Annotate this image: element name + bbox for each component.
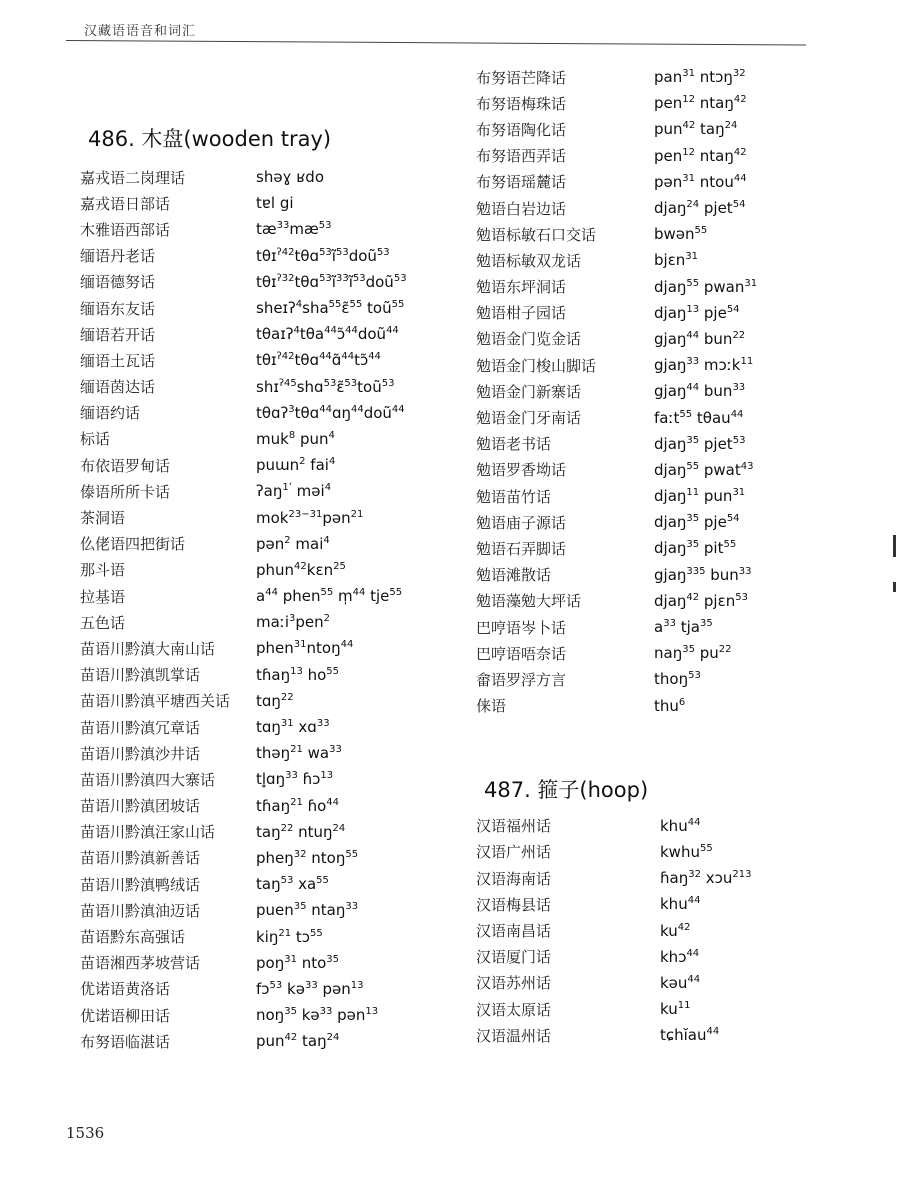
entry-row xyxy=(476,996,886,1022)
entry-language: 布努语瑶麓话 xyxy=(476,173,567,192)
entry-row xyxy=(80,662,470,688)
scan-edge-mark xyxy=(893,582,896,592)
entry-language: 布努语临湛话 xyxy=(80,1032,171,1051)
entry-row xyxy=(80,793,470,819)
entry-form: pen$^{12}$ ntaŋ$^{42}$ xyxy=(654,146,747,165)
entry-form: taŋ$^{53}$ $xa^{55}$ xyxy=(256,875,329,894)
entry-row xyxy=(80,950,470,976)
entry-row xyxy=(80,295,470,321)
entry-row xyxy=(80,897,470,923)
entry-language: 汉语苏州话 xyxy=(476,974,552,993)
right-column xyxy=(476,64,886,1048)
entry-row xyxy=(80,190,470,216)
entry-row xyxy=(476,588,886,614)
entry-language: 嘉戎语二岗理话 xyxy=(80,168,186,187)
entry-row xyxy=(80,452,470,478)
entry-row xyxy=(80,321,470,347)
entry-language: 苗语川黔滇平塘西关话 xyxy=(80,692,231,711)
entry-list xyxy=(80,164,470,1054)
entry-language: 汉语厦门话 xyxy=(476,948,552,967)
entry-language: 勉语标敏石口交话 xyxy=(476,225,597,244)
entry-row xyxy=(80,478,470,504)
entry-form: faːt$^{55}$ tθau$^{44}$ xyxy=(654,408,744,427)
entry-form: pun$^{42}$ taŋ$^{24}$ xyxy=(256,1032,340,1051)
entry-form: gjaŋ$^{44}$ bun$^{33}$ xyxy=(654,382,746,401)
entry-language: 木雅语西部话 xyxy=(80,220,171,239)
section-title: 487. 箍子(hoop) xyxy=(484,777,649,802)
entry-language: 布努语陶化话 xyxy=(476,120,567,139)
entry-row xyxy=(80,1028,470,1054)
entry-row xyxy=(476,221,886,247)
entry-form: djaŋ$^{35}$ pit$^{55}$ xyxy=(654,539,737,558)
entry-row xyxy=(80,688,470,714)
entry-form: tθɪ$^{ʔ42}$tθɑ$^{44}$ɑ̃$^{44}$tɔ̃$^{44}$ xyxy=(256,351,381,370)
entry-row xyxy=(80,164,470,190)
entry-language: 优诺语柳田话 xyxy=(80,1006,171,1025)
entry-row xyxy=(476,378,886,404)
entry-row xyxy=(476,970,886,996)
entry-row xyxy=(476,693,886,719)
entry-language: 苗语川黔滇凯掌话 xyxy=(80,666,201,685)
entry-row xyxy=(476,457,886,483)
entry-row xyxy=(476,666,886,692)
entry-language: 勉语庙子源话 xyxy=(476,513,567,532)
entry-row xyxy=(476,169,886,195)
entry-form: phun$^{42}$kɛn$^{25}$ xyxy=(256,560,346,579)
header-rule xyxy=(66,40,806,46)
entry-language: 苗语川黔滇四大寨话 xyxy=(80,770,216,789)
entry-form: shɪ$^{ʔ45}$shɑ$^{53}$ɛ̃$^{53}$toũ$^{53}$ xyxy=(256,377,395,396)
entry-language: 布努语西弄话 xyxy=(476,147,567,166)
entry-row xyxy=(80,426,470,452)
entry-form: $t\theta ɪ^{ʔ32}t\theta ɑ^{53}ĩ^{33}ĩ^{53}doũ^{53}$ xyxy=(256,272,407,291)
entry-row xyxy=(80,531,470,557)
entry-form: kəu$^{44}$ xyxy=(660,973,701,992)
entry-row xyxy=(80,923,470,949)
entry-form: noŋ$^{35}$ kə$^{33}$ pən$^{13}$ xyxy=(256,1006,379,1025)
entry-row xyxy=(80,374,470,400)
entry-language: 勉语柑子园话 xyxy=(476,304,567,323)
entry-row xyxy=(476,64,886,90)
entry-row xyxy=(476,614,886,640)
entry-language: 勉语金门览金话 xyxy=(476,330,582,349)
entry-language: 标话 xyxy=(80,430,111,449)
entry-row xyxy=(476,865,886,891)
entry-form: tɦaŋ$^{13}$ $ho^{55}$ xyxy=(256,665,340,684)
entry-form: shəɣ ʁdo xyxy=(256,168,325,187)
entry-form: tɦaŋ$^{21}$ ɦo$^{44}$ xyxy=(256,796,340,815)
entry-row xyxy=(476,535,886,561)
entry-language: 苗语湘西茅坡营话 xyxy=(80,954,201,973)
entry-language: 嘉戎语日部话 xyxy=(80,194,171,213)
entry-form: gjaŋ$^{44}$ bun$^{22}$ xyxy=(654,329,746,348)
entry-language: 布依语罗甸话 xyxy=(80,456,171,475)
entry-row xyxy=(80,583,470,609)
entry-form: thu$^6$ xyxy=(654,696,686,715)
entry-list xyxy=(476,64,886,719)
entry-language: 苗语川黔滇油迈话 xyxy=(80,901,201,920)
entry-row xyxy=(476,90,886,116)
entry-form: pun$^{42}$ taŋ$^{24}$ xyxy=(654,120,738,139)
entry-language: 汉语广州话 xyxy=(476,843,552,862)
entry-language: 巴哼语岑卜话 xyxy=(476,618,567,637)
entry-row xyxy=(476,509,886,535)
entry-row xyxy=(476,562,886,588)
entry-row xyxy=(476,483,886,509)
entry-form: djaŋ$^{35}$ pje$^{54}$ xyxy=(654,513,740,532)
entry-form: poŋ$^{31}$ nto$^{35}$ xyxy=(256,953,340,972)
entry-form: kiŋ$^{21}$ tɔ$^{55}$ xyxy=(256,927,323,946)
entry-language: 勉语石弄脚话 xyxy=(476,539,567,558)
entry-row xyxy=(476,326,886,352)
entry-language: 汉语福州话 xyxy=(476,817,552,836)
entry-row xyxy=(476,640,886,666)
entry-form: thəŋ$^{21}$ $wa^{33}$ xyxy=(256,744,342,763)
entry-form: bjɛn$^{31}$ xyxy=(654,251,699,270)
entry-language: 缅语东友话 xyxy=(80,299,156,318)
entry-language: 畲语罗浮方言 xyxy=(476,670,567,689)
entry-form: djaŋ$^{55}$ pwan$^{31}$ xyxy=(654,277,758,296)
entry-row xyxy=(476,839,886,865)
entry-form: tl̥ɑŋ$^{33}$ ɦɔ$^{13}$ xyxy=(256,770,334,789)
entry-row xyxy=(80,976,470,1002)
entry-form: tɐl gi xyxy=(256,194,294,213)
entry-form: djaŋ$^{11}$ pun$^{31}$ xyxy=(654,487,746,506)
entry-form: ɦaŋ$^{32}$ xɔu$^{213}$ xyxy=(660,869,752,888)
entry-row xyxy=(476,195,886,221)
left-column xyxy=(80,124,470,1054)
entry-language: 苗语川黔滇冗章话 xyxy=(80,718,201,737)
entry-language: 缅语茵达话 xyxy=(80,378,156,397)
entry-form: tɑŋ$^{31}$ xɑ$^{33}$ xyxy=(256,718,330,737)
entry-language: 苗语黔东高强话 xyxy=(80,928,186,947)
entry-form: $a^{33}$ tja$^{35}$ xyxy=(654,618,713,637)
entry-form: tθaɪʔ$^4$tθa$^{44}$ɔ̃$^{44}$doũ$^{44}$ xyxy=(256,325,399,344)
section-title: 486. 木盘(wooden tray) xyxy=(88,127,332,151)
entry-row xyxy=(476,300,886,326)
entry-form: djaŋ$^{35}$ pjet$^{53}$ xyxy=(654,434,746,453)
entry-row xyxy=(80,766,470,792)
entry-row xyxy=(80,504,470,530)
running-head: 汉藏语语音和词汇 xyxy=(84,24,197,39)
entry-form: gjaŋ$^{33}$ mɔːk$^{11}$ xyxy=(654,356,754,375)
entry-row xyxy=(80,557,470,583)
entry-form: khɔ$^{44}$ xyxy=(660,947,700,966)
entry-form: $tæ^{33}mæ^{53}$ xyxy=(256,220,332,239)
entry-form: djaŋ$^{13}$ pje$^{54}$ xyxy=(654,303,740,322)
entry-row xyxy=(476,891,886,917)
page-number: 1536 xyxy=(66,1124,105,1142)
entry-language: 汉语梅县话 xyxy=(476,895,552,914)
entry-language: 缅语约话 xyxy=(80,404,141,423)
entry-form: sheɪʔ$^4$sha$^{55}$ɛ̃$^{55}$ toũ$^{55}$ xyxy=(256,299,405,318)
entry-form: puɯn$^2$ fai$^4$ xyxy=(256,456,336,475)
entry-language: 汉语太原话 xyxy=(476,1000,552,1019)
entry-row xyxy=(80,819,470,845)
entry-language: 汉语温州话 xyxy=(476,1026,552,1045)
entry-form: djaŋ$^{55}$ pwat$^{43}$ xyxy=(654,460,754,479)
entry-form: thoŋ$^{53}$ xyxy=(654,670,701,689)
entry-form: mok$^{23-31}$pən$^{21}$ xyxy=(256,508,364,527)
entry-language: 勉语白岩边话 xyxy=(476,199,567,218)
entry-language: 五色话 xyxy=(80,613,126,632)
entry-language: 汉语海南话 xyxy=(476,869,552,888)
entry-language: 勉语苗竹话 xyxy=(476,487,552,506)
entry-form: fɔ$^{53}$ kə$^{33}$ pən$^{13}$ xyxy=(256,979,364,998)
entry-row xyxy=(476,247,886,273)
entry-language: 缅语丹老话 xyxy=(80,247,156,266)
entry-form: djaŋ$^{42}$ pjɛn$^{53}$ xyxy=(654,591,748,610)
entry-row xyxy=(80,740,470,766)
entry-language: 苗语川黔滇团坡话 xyxy=(80,797,201,816)
scan-edge-mark xyxy=(893,535,896,557)
entry-language: 苗语川黔滇沙井话 xyxy=(80,744,201,763)
entry-language: 勉语老书话 xyxy=(476,435,552,454)
entry-language: 拉基语 xyxy=(80,587,126,606)
entry-row xyxy=(80,243,470,269)
entry-form: tɕhĭau$^{44}$ xyxy=(660,1026,720,1045)
entry-form: gjaŋ$^{335}$ bun$^{33}$ xyxy=(654,565,752,584)
entry-form: djaŋ$^{24}$ pjet$^{54}$ xyxy=(654,199,746,218)
entry-row xyxy=(80,845,470,871)
entry-form: kwhu$^{55}$ xyxy=(660,842,713,861)
entry-form: $ku^{11}$ xyxy=(660,1000,691,1019)
entry-form: pheŋ$^{32}$ ntoŋ$^{55}$ xyxy=(256,848,359,867)
entry-language: 巴哼语唔奈话 xyxy=(476,644,567,663)
entry-language: 勉语金门新寨话 xyxy=(476,382,582,401)
entry-language: 那斗语 xyxy=(80,561,126,580)
entry-form: tɑŋ$^{22}$ xyxy=(256,691,294,710)
entry-form: $t\theta ɪ^{ʔ42}t\theta ɑ^{53}ĩ^{53}doũ^{53}$ xyxy=(256,246,390,265)
entry-language: 汉语南昌话 xyxy=(476,922,552,941)
entry-row xyxy=(80,871,470,897)
entry-form: pen$^{12}$ ntaŋ$^{42}$ xyxy=(654,94,747,113)
entry-row xyxy=(476,813,886,839)
entry-language: 苗语川黔滇鸭绒话 xyxy=(80,875,201,894)
entry-language: 仫佬语四把街话 xyxy=(80,535,186,554)
entry-language: 勉语金门牙南话 xyxy=(476,409,582,428)
entry-form: muk$^8$ pun$^4$ xyxy=(256,429,335,448)
entry-language: 勉语金门梭山脚话 xyxy=(476,356,597,375)
entry-language: 茶洞语 xyxy=(80,509,126,528)
entry-language: 苗语川黔滇汪家山话 xyxy=(80,823,216,842)
entry-language: 缅语若开话 xyxy=(80,325,156,344)
entry-row xyxy=(476,917,886,943)
entry-row xyxy=(80,400,470,426)
entry-language: 布努语芒降话 xyxy=(476,68,567,87)
entry-row xyxy=(476,431,886,457)
entry-language: 勉语东坪洞话 xyxy=(476,278,567,297)
entry-language: 勉语藻勉大坪话 xyxy=(476,592,582,611)
entry-list xyxy=(476,813,886,1049)
entry-row xyxy=(80,714,470,740)
entry-row xyxy=(80,347,470,373)
entry-language: 布努语梅珠话 xyxy=(476,94,567,113)
entry-form: khu$^{44}$ xyxy=(660,895,701,914)
entry-row xyxy=(80,635,470,661)
entry-form: $a^{44}$ phen$^{55}$ m̩$^{44}$ tje$^{55}$ xyxy=(256,587,403,606)
entry-form: puen$^{35}$ ntaŋ$^{33}$ xyxy=(256,901,359,920)
entry-form: pən$^{31}$ ntou$^{44}$ xyxy=(654,172,747,191)
entry-row xyxy=(80,269,470,295)
entry-form: khu$^{44}$ xyxy=(660,816,701,835)
entry-language: 傣语所所卡话 xyxy=(80,482,171,501)
entry-language: 缅语德努话 xyxy=(80,273,156,292)
entry-form: naŋ$^{35}$ $pu^{22}$ xyxy=(654,644,732,663)
entry-form: ʔaŋ$^{1ʼ}$ məi$^4$ xyxy=(256,482,332,501)
entry-language: 勉语滩散话 xyxy=(476,566,552,585)
entry-language: 勉语罗香坳话 xyxy=(476,461,567,480)
entry-row xyxy=(80,216,470,242)
entry-row xyxy=(476,352,886,378)
entry-language: 勉语标敏双龙话 xyxy=(476,251,582,270)
entry-form: bwən$^{55}$ xyxy=(654,225,708,244)
entry-row xyxy=(80,609,470,635)
entry-row xyxy=(476,116,886,142)
entry-row xyxy=(476,1022,886,1048)
entry-form: taŋ$^{22}$ ntuŋ$^{24}$ xyxy=(256,822,346,841)
entry-form: pən$^2$ mai$^4$ xyxy=(256,534,330,553)
entry-language: 俫语 xyxy=(476,697,507,716)
entry-form: tθɑʔ$^3$tθɑ$^{44}$ɑŋ$^{44}$doũ$^{44}$ xyxy=(256,403,405,422)
entry-row xyxy=(476,274,886,300)
entry-form: maːi$^3$pen$^2$ xyxy=(256,613,331,632)
entry-form: phen$^{31}$ntoŋ$^{44}$ xyxy=(256,639,354,658)
entry-row xyxy=(476,404,886,430)
entry-form: $ku^{42}$ xyxy=(660,921,691,940)
entry-row xyxy=(476,143,886,169)
entry-row xyxy=(476,944,886,970)
entry-row xyxy=(80,1002,470,1028)
entry-form: pan$^{31}$ ntɔŋ$^{32}$ xyxy=(654,68,746,87)
entry-language: 苗语川黔滇大南山话 xyxy=(80,639,216,658)
entry-language: 缅语土瓦话 xyxy=(80,351,156,370)
entry-language: 优诺语黄洛话 xyxy=(80,980,171,999)
entry-language: 苗语川黔滇新善话 xyxy=(80,849,201,868)
